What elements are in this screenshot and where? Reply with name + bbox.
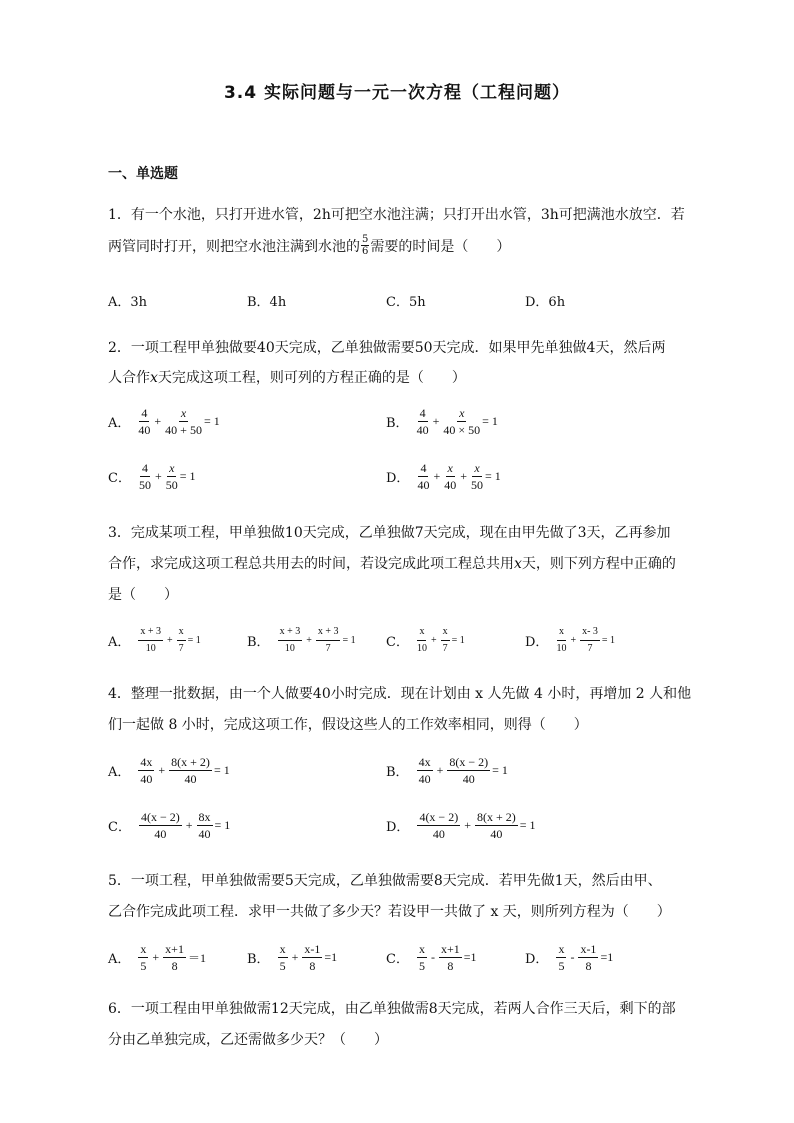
equation-rhs: =1	[324, 950, 338, 964]
q4-option-a[interactable]: A． $\frac{4x}{40}$ + $\frac{8(x + 2)}{40}$ = 1	[108, 755, 230, 786]
option-label: A．	[108, 952, 131, 967]
q5-option-c[interactable]	[386, 942, 477, 973]
q5-option-b[interactable]	[247, 942, 337, 973]
frac-den: 40	[418, 772, 431, 786]
frac-den: 5	[140, 959, 147, 973]
q5-line1: 5．一项工程，甲单独做需要5天完成，乙单独做需要8天完成．若甲先做1天，然后由甲、	[108, 873, 662, 889]
frac-den: 50	[165, 478, 178, 492]
equation-rhs: = 1	[213, 763, 230, 777]
frac-num: x + 3	[316, 625, 341, 641]
frac-den: 40	[140, 772, 153, 786]
option-label: C．	[386, 635, 409, 650]
frac-den: 40	[444, 478, 457, 492]
option-label: D．	[525, 635, 549, 650]
q2-option-c[interactable]: C． $\frac{4}{50}$ + $\frac{x}{50}$ = 1	[108, 461, 196, 492]
q5-option-a[interactable]	[108, 942, 206, 973]
q2-option-d[interactable]: D． $\frac{4}{40}$ + $\frac{x}{40}$ + $\frac{x}{50}$ = 1	[386, 461, 501, 492]
page-title: 3.4 实际问题与一元一次方程（工程问题）	[223, 83, 571, 103]
frac-num: 4x	[140, 755, 153, 769]
equation-rhs: = 1	[203, 414, 220, 428]
frac-num: x	[459, 406, 465, 420]
frac-den: 5	[558, 959, 565, 973]
equation-rhs: = 1	[214, 818, 231, 832]
option-label: B．	[247, 952, 270, 967]
q1-option-b[interactable]: B．4h	[247, 295, 287, 310]
frac-num: x	[441, 625, 450, 641]
equation-rhs: =1	[600, 950, 614, 964]
frac-num: x-1	[580, 942, 597, 956]
operator: -	[430, 950, 435, 964]
section-heading: 一、单选题	[108, 166, 178, 182]
option-label: C．	[108, 820, 131, 835]
frac-num: x- 3	[580, 625, 600, 641]
frac-num: 4	[141, 461, 148, 475]
q1-option-d[interactable]: D．6h	[525, 295, 566, 310]
q2-variable: x	[150, 370, 158, 386]
q4-option-b[interactable]: B． $\frac{4x}{40}$ + $\frac{8(x - 2)}{40}$ = 1	[386, 755, 508, 786]
q3-line3: 是（ ）	[108, 587, 178, 603]
q5-line2: 乙合作完成此项工程．求甲一共做了多少天？若设甲一共做了 x 天，则所列方程为（ ）	[108, 904, 671, 920]
q2-option-a[interactable]: A． $\frac{4}{40}$ + $\frac{x}{40 + 50}$ = 1	[108, 406, 220, 437]
frac-den: 40	[138, 423, 151, 437]
frac-den: 50	[471, 478, 483, 492]
frac-den: 40	[462, 772, 475, 786]
frac-num: 4(x − 2)	[419, 810, 459, 824]
equation-rhs: = 1	[485, 469, 501, 483]
frac-num: x	[140, 942, 147, 956]
q2-line2	[108, 367, 466, 387]
frac-num: x+1	[440, 942, 460, 956]
q3-variable: x	[514, 556, 522, 572]
option-label: C．	[386, 952, 409, 967]
q3-line2a: 合作，求完成这项工程总共用去的时间，若设完成此项工程总共用	[108, 556, 514, 572]
frac-den: 8	[309, 959, 316, 973]
q2-line2a: 人合作	[108, 370, 150, 386]
frac-num: x	[557, 625, 566, 641]
frac-den: 40	[417, 478, 430, 492]
equation-rhs: = 1	[451, 635, 465, 646]
frac-den: 10	[416, 643, 427, 654]
frac-den: 7	[587, 643, 593, 654]
q1-frac-den: 6	[362, 246, 369, 257]
q1-frac-num: 5	[362, 234, 369, 245]
q4-line2: 们一起做 8 小时，完成这项工作，假设这些人的工作效率相同，则得（ ）	[108, 717, 588, 733]
q1-line2a: 两管同时打开，则把空水池注满到水池的	[108, 238, 360, 255]
frac-num: x	[558, 942, 565, 956]
frac-den: 40	[184, 772, 197, 786]
frac-den: 40	[490, 827, 503, 841]
frac-num: 4(x − 2)	[140, 810, 180, 824]
q6-line2: 分由乙单独完成，乙还需做多少天？（ ）	[108, 1032, 388, 1048]
frac-den: 40	[154, 827, 167, 841]
frac-den: 50	[138, 478, 151, 492]
frac-num: x	[474, 461, 480, 475]
operator: +	[291, 950, 299, 964]
frac-den: 40 × 50	[443, 423, 481, 437]
frac-num: x	[447, 461, 453, 475]
q4-line1: 4．整理一批数据，由一个人做要40小时完成．现在计划由 x 人先做 4 小时，再增加 2 人和他	[108, 686, 692, 702]
frac-den: 10	[284, 643, 295, 654]
frac-den: 7	[442, 643, 448, 654]
frac-num: x	[417, 625, 426, 641]
q2-line2b: 天完成这项工程，则可列的方程正确的是（ ）	[157, 370, 466, 386]
equation-rhs: = 1	[492, 763, 508, 777]
q3-line2	[108, 553, 676, 573]
option-label: A．	[108, 416, 131, 431]
equation-rhs: =1	[463, 950, 477, 964]
q3-option-c[interactable]: C． $\frac{x}{10}$ + $\frac{x}{7}$ = 1	[386, 626, 465, 654]
q3-line2b: 天，则下列方程中正确的	[521, 556, 676, 572]
frac-num: x	[418, 942, 425, 956]
q1-option-a[interactable]: A．3h	[108, 295, 148, 310]
frac-den: 40 + 50	[165, 423, 202, 437]
operator: +	[152, 950, 160, 964]
q1-line2	[108, 234, 510, 257]
frac-num: x	[180, 406, 187, 420]
q3-option-d[interactable]: D． $\frac{x}{10}$ + $\frac{x- 3}{7}$ = 1	[525, 626, 616, 654]
option-label: D．	[386, 820, 410, 835]
q1-fraction	[361, 234, 369, 257]
frac-den: 8	[585, 959, 592, 973]
q2-line1: 2．一项工程甲单独做要40天完成，乙单独做需要50天完成．如果甲先单独做4天，然后两	[108, 340, 666, 356]
frac-num: x	[279, 942, 286, 956]
option-label: A．	[108, 635, 131, 650]
q2-option-b[interactable]: B． $\frac{4}{40}$ + $\frac{x}{40 \times 50}$ = 1	[386, 406, 498, 437]
frac-num: 8(x + 2)	[476, 810, 516, 824]
frac-num: 4x	[418, 755, 431, 769]
frac-den: 10	[145, 643, 156, 654]
frac-num: 8(x + 2)	[171, 755, 210, 769]
option-label: B．	[386, 765, 409, 780]
q1-line2b: 需要的时间是（ ）	[370, 238, 511, 255]
q6-line1: 6．一项工程由甲单独做需12天完成，由乙单独做需8天完成，若两人合作三天后，剩下的部	[108, 1001, 676, 1017]
option-label: C．	[108, 471, 131, 486]
q4-option-c[interactable]: C． $\frac{4(x - 2)}{40}$ + $\frac{8x}{40}$ = 1	[108, 810, 231, 841]
q1-option-c[interactable]: C．5h	[386, 295, 426, 310]
equation-rhs: ＝1	[187, 951, 206, 965]
q3-option-b[interactable]: B． $\frac{x + 3}{10}$ + $\frac{x + 3}{7}$ = 1	[247, 626, 356, 654]
q4-option-d[interactable]: D． $\frac{4(x - 2)}{40}$ + $\frac{8(x + 2)}{40}$ = 1	[386, 810, 536, 841]
option-label: B．	[247, 635, 270, 650]
frac-num: 8(x − 2)	[449, 755, 489, 769]
option-label: A．	[108, 765, 131, 780]
q3-line1: 3．完成某项工程，甲单独做10天完成，乙单独做7天完成，现在由甲先做了3天，乙再参加	[108, 525, 671, 541]
frac-den: 7	[178, 643, 184, 654]
equation-rhs: = 1	[601, 635, 616, 646]
frac-num: x-1	[304, 942, 321, 956]
equation-rhs: = 1	[482, 414, 498, 428]
equation-rhs: = 1	[187, 635, 201, 646]
frac-num: x+1	[165, 942, 184, 956]
q1-line1: 1．有一个水池，只打开进水管，2h可把空水池注满；只打开出水管，3h可把满池水放空．若	[108, 207, 685, 223]
frac-den: 40	[198, 827, 211, 841]
frac-num: x + 3	[278, 625, 303, 641]
q3-option-a[interactable]: A． $\frac{x + 3}{10}$ + $\frac{x}{7}$ = 1	[108, 626, 201, 654]
operator: -	[570, 950, 575, 964]
option-label: B．	[386, 416, 409, 431]
equation-rhs: = 1	[519, 818, 536, 832]
frac-num: x	[169, 461, 175, 475]
frac-den: 10	[556, 643, 567, 654]
frac-den: 40	[432, 827, 445, 841]
frac-den: 5	[279, 959, 286, 973]
frac-num: 4	[419, 406, 426, 420]
equation-rhs: = 1	[179, 469, 196, 483]
option-label: D．	[386, 471, 410, 486]
frac-num: 4	[141, 406, 148, 420]
frac-den: 40	[416, 423, 429, 437]
frac-num: 8x	[198, 810, 211, 824]
frac-num: x	[177, 625, 186, 641]
frac-den: 8	[447, 959, 454, 973]
frac-den: 8	[171, 959, 178, 973]
option-label: D．	[525, 952, 549, 967]
frac-den: 7	[325, 643, 331, 654]
frac-den: 5	[418, 959, 425, 973]
equation-rhs: = 1	[342, 635, 356, 646]
frac-num: x + 3	[138, 625, 163, 641]
frac-num: 4	[420, 461, 427, 475]
q5-option-d[interactable]	[525, 942, 613, 973]
